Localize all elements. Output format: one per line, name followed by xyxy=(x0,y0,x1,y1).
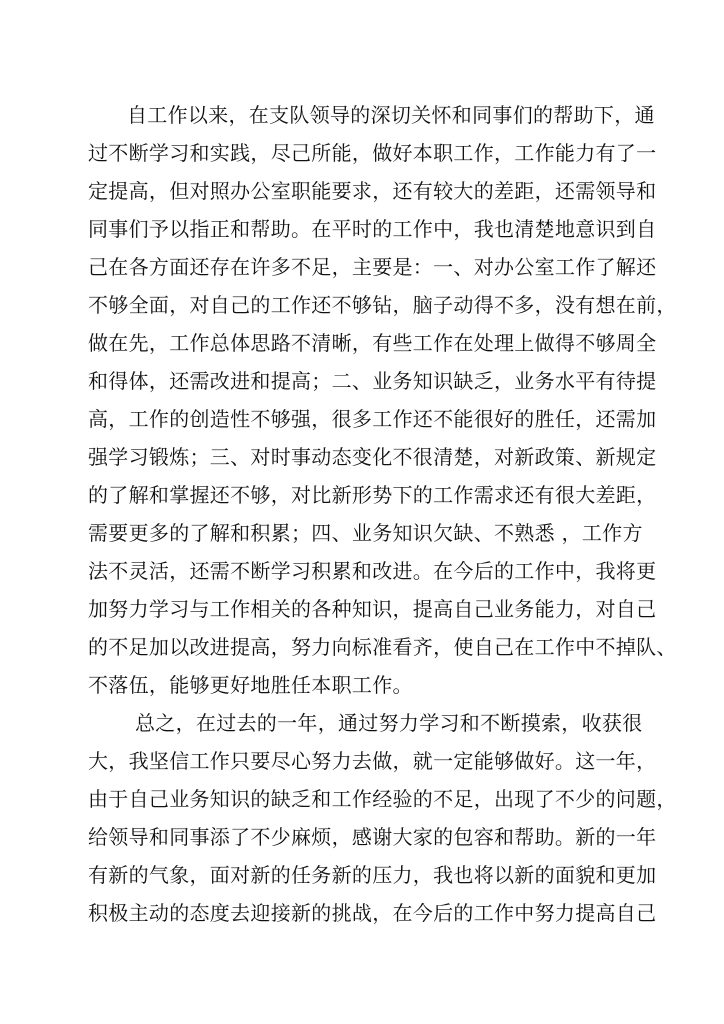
paragraph-2-line-1: 总之，在过去的一年，通过努力学习和不断摸索，收获很 xyxy=(135,711,643,735)
paragraph-1-line-7: 做在先，工作总体思路不清晰，有些工作在处理上做得不够周全 xyxy=(88,331,657,355)
paragraph-1-line-9: 高，工作的创造性不够强，很多工作还不能很好的胜任，还需加 xyxy=(88,407,657,431)
paragraph-1-line-13: 法不灵活，还需不断学习积累和改进。在今后的工作中，我将更 xyxy=(88,559,657,583)
paragraph-1-line-5: 己在各方面还存在许多不足，主要是：一、对办公室工作了解还 xyxy=(88,255,657,279)
paragraph-1-line-2: 过不断学习和实践，尽己所能，做好本职工作，工作能力有了一 xyxy=(88,141,657,165)
paragraph-2-line-6: 积极主动的态度去迎接新的挑战，在今后的工作中努力提高自己 xyxy=(88,901,657,925)
paragraph-1-line-16: 不落伍，能够更好地胜任本职工作。 xyxy=(88,673,413,697)
paragraph-1-line-10: 强学习锻炼；三、对时事动态变化不很清楚，对新政策、新规定 xyxy=(88,445,657,469)
paragraph-2-line-5: 有新的气象，面对新的任务新的压力，我也将以新的面貌和更加 xyxy=(88,863,657,887)
paragraph-2-line-4: 给领导和同事添了不少麻烦，感谢大家的包容和帮助。新的一年 xyxy=(88,825,657,849)
paragraph-2-line-2: 大，我坚信工作只要尽心努力去做，就一定能够做好。这一年， xyxy=(88,749,657,773)
paragraph-1-line-11: 的了解和掌握还不够，对比新形势下的工作需求还有很大差距， xyxy=(88,483,657,507)
paragraph-1-line-3: 定提高，但对照办公室职能要求，还有较大的差距，还需领导和 xyxy=(88,179,657,203)
paragraph-1-line-14: 加努力学习与工作相关的各种知识，提高自己业务能力，对自己 xyxy=(88,597,657,621)
paragraph-1-line-8: 和得体，还需改进和提高；二、业务知识缺乏，业务水平有待提 xyxy=(88,369,657,393)
paragraph-1-line-6: 不够全面，对自己的工作还不够钻，脑子动得不多，没有想在前， xyxy=(88,293,677,317)
paragraph-1-line-12: 需要更多的了解和积累；四、业务知识欠缺、不熟悉 ，工作方 xyxy=(88,521,643,545)
paragraph-2-line-3: 由于自己业务知识的缺乏和工作经验的不足，出现了不少的问题， xyxy=(88,787,677,811)
paragraph-1-line-1: 自工作以来，在支队领导的深切关怀和同事们的帮助下，通 xyxy=(127,103,655,127)
paragraph-1-line-4: 同事们予以指正和帮助。在平时的工作中，我也清楚地意识到自 xyxy=(88,217,657,241)
paragraph-1-line-15: 的不足加以改进提高，努力向标准看齐，使自己在工作中不掉队、 xyxy=(88,635,677,659)
